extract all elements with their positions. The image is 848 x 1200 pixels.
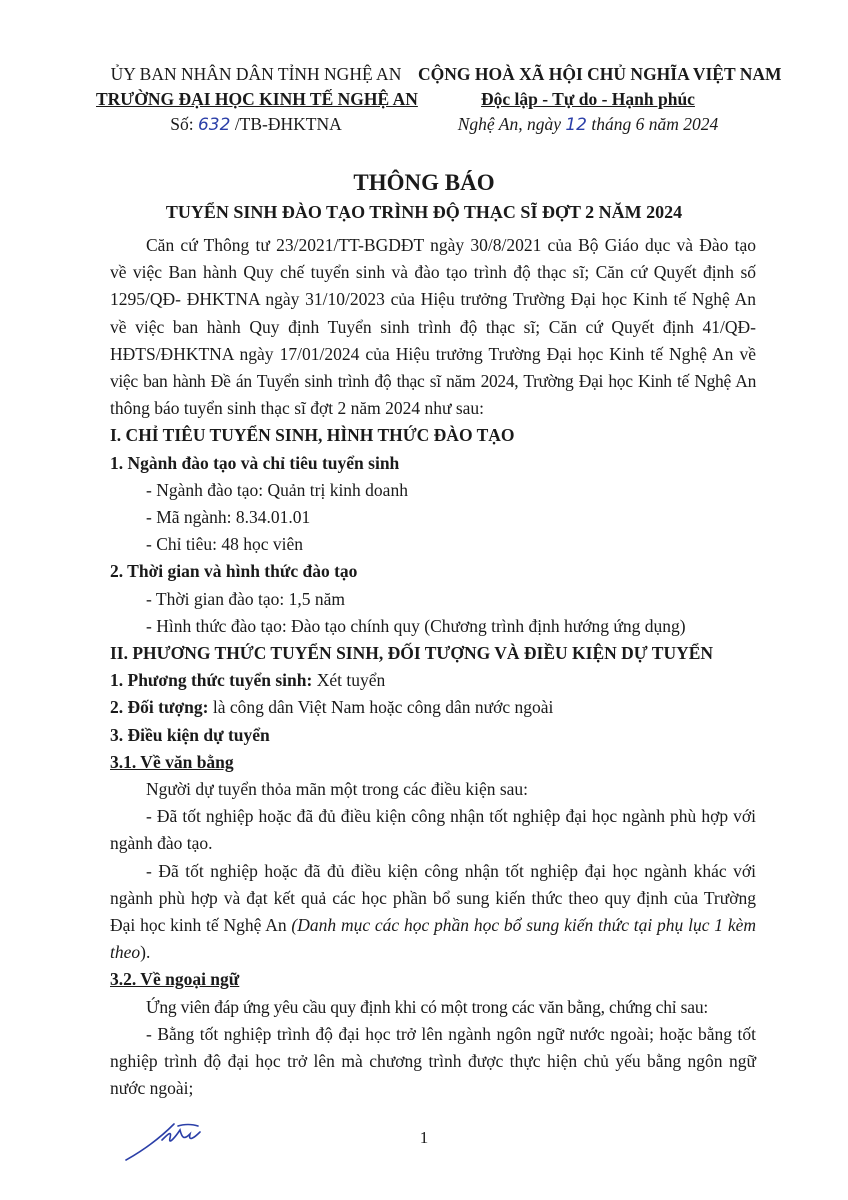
paragraph-line: ngành đào tạo. [110,833,213,854]
document-subtitle: TUYỂN SINH ĐÀO TẠO TRÌNH ĐỘ THẠC SĨ ĐỢT 2 NĂM 2024 [165,202,683,222]
sub-subsection-heading: 3.2. Về ngoại ngữ [110,969,240,990]
intro-line: Căn cứ Thông tư 23/2021/TT-BGDĐT ngày 30/8/2021 của Bộ Giáo dục và Đào tạo [146,235,756,255]
list-item: - Mã ngành: 8.34.01.01 [146,507,311,528]
page-number: 1 [419,1128,429,1147]
list-item: - Ngành đào tạo: Quản trị kinh doanh [146,479,408,500]
paragraph-line: ngành phù hợp và đạt kết quả các học phần bổ sung kiến thức theo quy định của Trường [110,887,756,908]
paragraph-line: theo). [110,942,151,963]
paragraph-line: nước ngoài; [110,1078,194,1099]
subsection-heading: 2. Thời gian và hình thức đào tạo [110,561,358,582]
subsection-heading: 3. Điều kiện dự tuyển [110,724,270,745]
section-heading: II. PHƯƠNG THỨC TUYỂN SINH, ĐỐI TƯỢNG VÀ ĐIỀU KIỆN DỰ TUYỂN [110,643,714,664]
country-name: CỘNG HOÀ XÃ HỘI CHỦ NGHĨA VIỆT NAM [418,64,782,84]
national-motto: Độc lập - Tự do - Hạnh phúc [481,89,695,109]
intro-line: về việc Ban hành Quy chế tuyển sinh và đào tạo trình độ thạc sĩ; Căn cứ Quyết định số [110,262,756,283]
document-title: THÔNG BÁO [353,170,495,195]
place-date: Nghệ An, ngày 12 tháng 6 năm 2024 [457,114,719,135]
handwritten-number: 632 [197,115,231,135]
issuer-block [96,62,416,138]
intro-line: HĐTS/ĐHKTNA ngày 17/01/2024 của Hiệu trưởng Trường Đại học Kinh tế Nghệ An về [110,343,756,364]
paragraph: Người dự tuyển thỏa mãn một trong các điều kiện sau: [146,779,529,800]
paragraph-line: - Đã tốt nghiệp hoặc đã đủ điều kiện công nhận tốt nghiệp đại học ngành phù hợp với [146,806,756,827]
handwritten-day: 12 [565,115,587,135]
paragraph-line: - Bằng tốt nghiệp trình độ đại học trở lên ngành ngôn ngữ nước ngoài; hoặc bằng tốt [146,1023,756,1044]
intro-line: việc ban hành Đề án Tuyển sinh trình độ thạc sĩ năm 2024, Trường Đại học Kinh tế Nghệ An [110,371,756,392]
document-body [110,232,756,1103]
intro-line: về việc ban hành Quy định Tuyển sinh trình độ thạc sĩ; Căn cứ Quyết định 41/QĐ- [110,316,756,337]
intro-line: 1295/QĐ- ĐHKTNA ngày 31/10/2023 của Hiệu trưởng Trường Đại học Kinh tế Nghệ An [110,289,756,310]
list-item: - Chỉ tiêu: 48 học viên [146,534,303,555]
document-number: Số: 632 /TB-ĐHKTNA [170,114,342,135]
paragraph-line: nghiệp trình độ đại học trở lên mà chương trình được thực hiện chủ yếu bằng ngôn ngữ [110,1051,756,1072]
admission-method: 1. Phương thức tuyển sinh: Xét tuyển [110,670,386,691]
admission-target: 2. Đối tượng: là công dân Việt Nam hoặc công dân nước ngoài [110,697,554,718]
sub-subsection-heading: 3.1. Về văn bằng [110,751,234,772]
national-header [418,62,782,138]
subsection-heading: 1. Ngành đào tạo và chỉ tiêu tuyển sinh [110,452,400,473]
paragraph-line: - Đã tốt nghiệp hoặc đã đủ điều kiện công nhận tốt nghiệp đại học ngành khác với [146,860,756,881]
issuer-org: TRƯỜNG ĐẠI HỌC KINH TẾ NGHỆ AN [96,89,418,109]
list-item: - Thời gian đào tạo: 1,5 năm [146,588,345,609]
paragraph-line: Đại học kinh tế Nghệ An (Danh mục các học phần học bổ sung kiến thức tại phụ lục 1 kèm [110,915,756,936]
section-heading: I. CHỈ TIÊU TUYỂN SINH, HÌNH THỨC ĐÀO TẠO [110,425,515,446]
intro-line: thông báo tuyển sinh thạc sĩ đợt 2 năm 2024 như sau: [110,398,485,419]
paragraph: Ứng viên đáp ứng yêu cầu quy định khi có một trong các văn bằng, chứng chỉ sau: [146,996,709,1017]
issuer-parent-org: ỦY BAN NHÂN DÂN TỈNH NGHỆ AN [110,64,402,84]
list-item: - Hình thức đào tạo: Đào tạo chính quy (Chương trình định hướng ứng dụng) [146,615,686,636]
